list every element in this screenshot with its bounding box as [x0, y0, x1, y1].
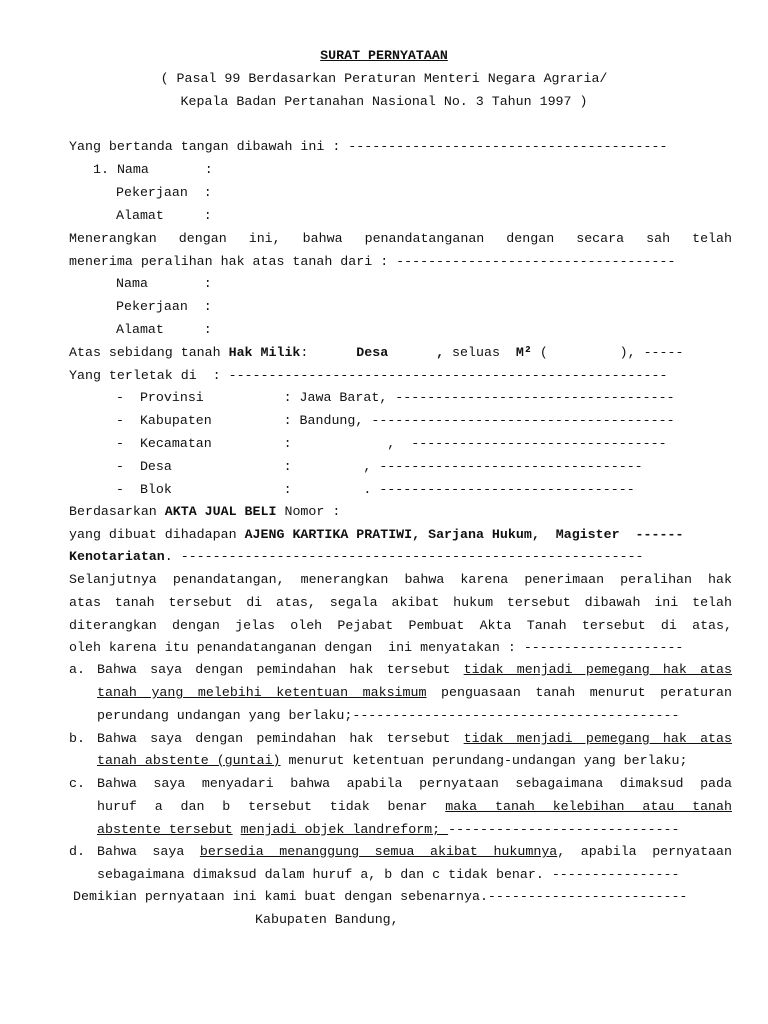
parcel-prefix: Atas sebidang tanah — [69, 345, 229, 360]
person1-nama: 1. Nama : — [93, 162, 213, 177]
person2-alamat: Alamat : — [116, 322, 212, 337]
document-title: SURAT PERNYATAAN — [320, 48, 448, 63]
item-c-line-3 — [97, 820, 680, 840]
item-d-text: Bahwa saya — [97, 844, 200, 859]
person2-pekerjaan: Pekerjaan : — [116, 299, 212, 314]
item-a-line-2 — [97, 683, 732, 703]
person2-nama: Nama : — [116, 276, 212, 291]
document-subtitle-line-2: Kepala Badan Pertanahan Nasional No. 3 Tahun 1997 ) — [180, 94, 588, 109]
item-a-text: Bahwa saya dengan pemindahan hak tersebut — [97, 662, 464, 677]
item-d-text-2: , apabila pernyataan — [557, 844, 732, 859]
notary-name: AJENG KARTIKA PRATIWI, Sarjana Hukum, Magister ------ — [244, 527, 684, 542]
location-provinsi — [116, 388, 675, 408]
akta-jual-beli: AKTA JUAL BELI — [164, 504, 277, 519]
item-d-underlined: bersedia menanggung semua akibat hukumnya — [199, 844, 558, 859]
location-value: : , -------------------------------- — [283, 436, 667, 451]
location-label: - Desa — [116, 459, 284, 474]
item-c-marker: c. — [69, 776, 85, 791]
item-a-line-3: perundang undangan yang berlaku;----------------------------------------- — [97, 708, 680, 723]
selanjutnya-line-4: oleh karena itu penandatanganan dengan ini menyatakan : -------------------- — [69, 640, 684, 655]
menerangkan-line-2: menerima peralihan hak atas tanah dari : ----------------------------------- — [69, 254, 676, 269]
selanjutnya-line-1: Selanjutnya penandatangan, menerangkan bahwa karena penerimaan peralihan hak — [69, 572, 732, 587]
location-value: : . -------------------------------- — [283, 482, 635, 497]
item-c-space — [233, 822, 241, 837]
item-c-dashes: ----------------------------- — [448, 822, 680, 837]
intro-line: Yang bertanda tangan dibawah ini : ---------------------------------------- — [69, 139, 668, 154]
location-value: : Jawa Barat, ----------------------------------- — [283, 390, 675, 405]
dibuat-line-2 — [69, 547, 644, 567]
selanjutnya-line-3: diterangkan dengan jelas oleh Pejabat Pembuat Akta Tanah tersebut di atas, — [69, 618, 732, 633]
dibuat-suffix: . ---------------------------------------------------------- — [164, 549, 644, 564]
selanjutnya-line-2: atas tanah tersebut di atas, segala akibat hukum tersebut dibawah ini telah — [69, 595, 732, 610]
demikian-line: Demikian pernyataan ini kami buat dengan sebenarnya.------------------------- — [73, 889, 688, 904]
parcel-colon: : — [300, 345, 357, 360]
location-label: - Kecamatan — [116, 436, 284, 451]
kenotariatan-label: Kenotariatan — [69, 549, 165, 564]
desa-label: Desa — [356, 345, 389, 360]
location-value: : Bandung, -------------------------------------- — [283, 413, 675, 428]
parcel-rest: ( ), ----- — [531, 345, 684, 360]
item-b-text-2: menurut ketentuan perundang-undangan yang berlaku; — [280, 753, 688, 768]
dibuat-prefix: yang dibuat dihadapan — [69, 527, 245, 542]
menerangkan-line-1: Menerangkan dengan ini, bahwa penandatanganan dengan secara sah telah — [69, 231, 732, 246]
item-d-line-1 — [97, 842, 732, 862]
item-c-text: huruf a dan b tersebut tidak benar — [97, 799, 446, 814]
dibuat-line-1 — [69, 525, 683, 545]
item-c-underlined: maka tanah kelebihan atau tanah — [445, 799, 732, 814]
location-label: - Provinsi — [116, 390, 284, 405]
item-b-line-1 — [97, 729, 732, 749]
location-label: - Kabupaten — [116, 413, 284, 428]
place-line: Kabupaten Bandung, — [255, 912, 399, 927]
location-blok — [116, 480, 635, 500]
item-b-marker: b. — [69, 731, 85, 746]
document-subtitle-line-1: ( Pasal 99 Berdasarkan Peraturan Menteri Negara Agraria/ — [160, 71, 608, 86]
location-kabupaten — [116, 411, 675, 431]
item-c-underlined-2: abstente tersebut — [97, 822, 233, 837]
item-b-underlined-2: tanah abstente (guntai) — [97, 753, 281, 768]
person1-alamat: Alamat : — [116, 208, 212, 223]
parcel-line — [69, 343, 683, 363]
item-d-marker: d. — [69, 844, 85, 859]
item-c-line-1: Bahwa saya menyadari bahwa apabila pernyataan sebagaimana dimaksud pada — [97, 776, 732, 791]
item-a-underlined-2: tanah yang melebihi ketentuan maksimum — [97, 685, 427, 700]
seluas-label: seluas — [452, 345, 516, 360]
location-desa — [116, 457, 643, 477]
location-kecamatan — [116, 434, 667, 454]
location-value: : , --------------------------------- — [283, 459, 643, 474]
item-a-underlined: tidak menjadi pemegang hak atas — [463, 662, 732, 677]
item-b-line-2 — [97, 751, 687, 771]
item-a-line-1 — [97, 660, 732, 680]
akta-prefix: Berdasarkan — [69, 504, 165, 519]
location-label: - Blok — [116, 482, 284, 497]
parcel-comma: , — [388, 345, 453, 360]
akta-line — [69, 502, 340, 522]
item-d-line-2: sebagaimana dimaksud dalam huruf a, b dan c tidak benar. ---------------- — [97, 867, 680, 882]
terletak-line: Yang terletak di : ------------------------------------------------------- — [69, 368, 668, 383]
hak-milik-label: Hak Milik — [228, 345, 301, 360]
item-c-line-2 — [97, 797, 732, 817]
item-a-text-2: penguasaan tanah menurut peraturan — [426, 685, 732, 700]
person1-pekerjaan: Pekerjaan : — [116, 185, 212, 200]
item-b-text: Bahwa saya dengan pemindahan hak tersebut — [97, 731, 464, 746]
m2-label: M² — [515, 345, 532, 360]
akta-suffix: Nomor : — [276, 504, 341, 519]
item-b-underlined: tidak menjadi pemegang hak atas — [463, 731, 732, 746]
item-a-marker: a. — [69, 662, 85, 677]
item-c-underlined-3: menjadi objek landreform; — [240, 822, 449, 837]
